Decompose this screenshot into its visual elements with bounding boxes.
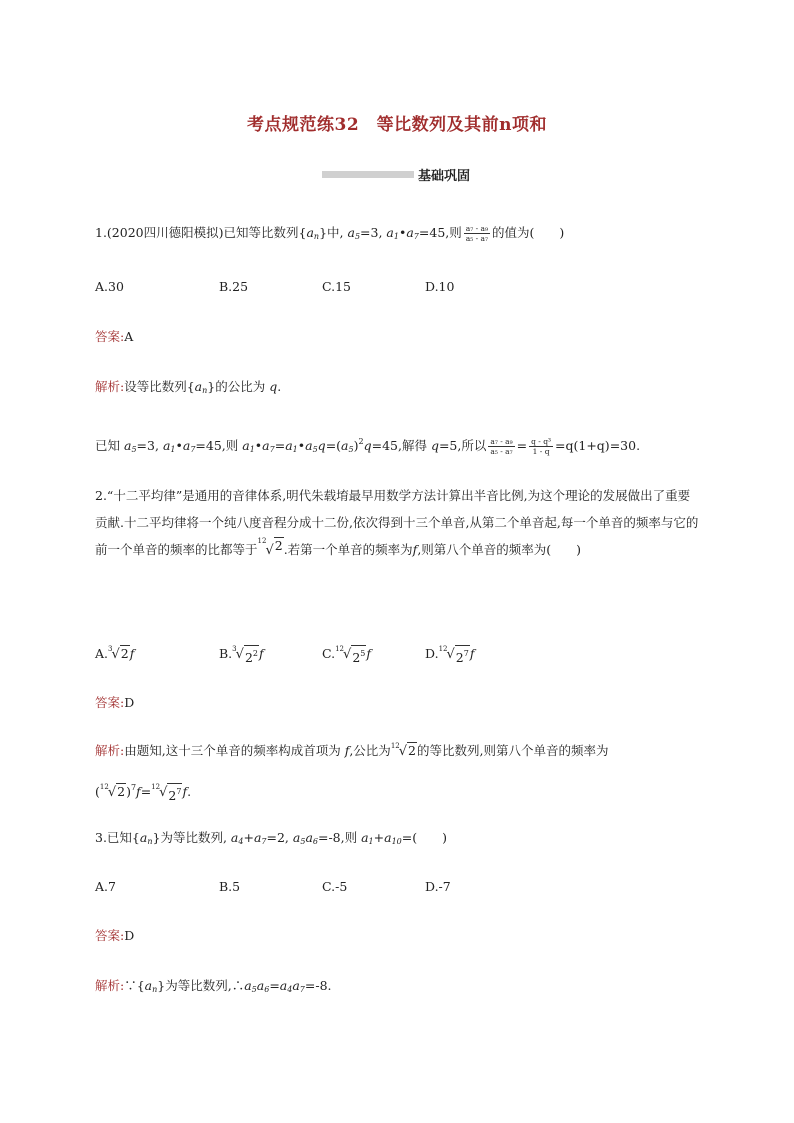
fraction: $\frac{\text{a₇ - a₉}}{\text{a₅ - a₇}}$	[490, 437, 513, 456]
question-1-analysis-line-1: 解析:设等比数列$\{a_n\}$的公比为 q.	[95, 379, 282, 395]
option-a: A.7	[95, 879, 116, 894]
question-3-analysis: 解析$:\because\{a_n\}$为等比数列$,\therefore a_5a_6=a_4a_7=-8$.	[95, 978, 332, 994]
section-bar	[322, 171, 414, 178]
option-c: C.-5	[322, 879, 348, 894]
option-b: B. 3 √ $2^2$ f	[219, 644, 264, 665]
option-c: C.15	[322, 279, 351, 294]
option-b: B.5	[219, 879, 241, 894]
option-a: A.30	[95, 279, 124, 294]
option-b: B.25	[219, 279, 249, 294]
section-header	[322, 164, 470, 184]
question-1-analysis-line-2: 已知 $a_5=3$, $a_1•a_7=45$,则 $a_1•a_7=a_1•a_5q=(a_5)^2q=45$,解得 q=5,所以 $\frac{\text{a₇ - a₉}}{\text{a₅ - a₇}}$ = $\frac{\text{q - q³}}{1 - q}$ =q(1+q)=30.	[95, 437, 641, 456]
fraction: $\frac{\text{q - q³}}{1 - q}$	[531, 437, 552, 456]
question-3: 3.已知$\{a_n\}$为等比数列, $a_4+a_7=2$, $a_5a_6=-8$,则 $a_1+a_{10}=$( )	[95, 830, 447, 846]
option-d: D. 12 √ $2^7$ f	[425, 644, 475, 665]
question-2-analysis-line-1: 解析:由题知,这十三个单音的频率构成首项为 f,公比为 12 √ 2 的等比数列,则第八个单音的频率为	[95, 741, 608, 762]
page-title: 考点规范练32 等比数列及其前n项和	[246, 115, 548, 135]
question-1: 1.(2020四川德阳模拟)已知等比数列$\{a_n\}$中, $a_5=3$, $a_1•a_7=45$,则 $\frac{\text{a₇ - a₉}}{\text{a₅ - a₇}}$ 的值为( )	[95, 224, 565, 243]
question-3-answer: 答案:D	[95, 928, 135, 943]
fraction: $\frac{\text{a₇ - a₉}}{\text{a₅ - a₇}}$	[465, 224, 489, 243]
question-2-answer: 答案:D	[95, 695, 135, 710]
section-label: 基础巩固	[418, 168, 471, 184]
radical: 12 √ 2	[390, 741, 416, 759]
question-2-analysis-line-2: ( 12 √ 2 )$^7$f= 12 √ $2^7$ f.	[95, 782, 192, 803]
question-2: 2.“十二平均律”是通用的音律体系,明代朱载堉最早用数学方法计算出半音比例,为这个理论的发展做出了重要贡献.十二平均律将一个纯八度音程分成十二份,依次得到十三个单音,从第二个单音起,每一个单音的频率与它的前一个单音的频率的比都等于 12 √ 2 .若第一个单音的频率为f,则第八个单音的频率为( )	[95, 482, 700, 564]
radical: 12 √ 2	[257, 537, 283, 558]
option-a: A. 3 √ 2 f	[95, 644, 135, 662]
question-1-answer: 答案:A	[95, 329, 134, 344]
option-d: D.10	[425, 279, 455, 294]
option-c: C. 12 √ $2^5$ f	[322, 644, 371, 665]
option-d: D.-7	[425, 879, 451, 894]
